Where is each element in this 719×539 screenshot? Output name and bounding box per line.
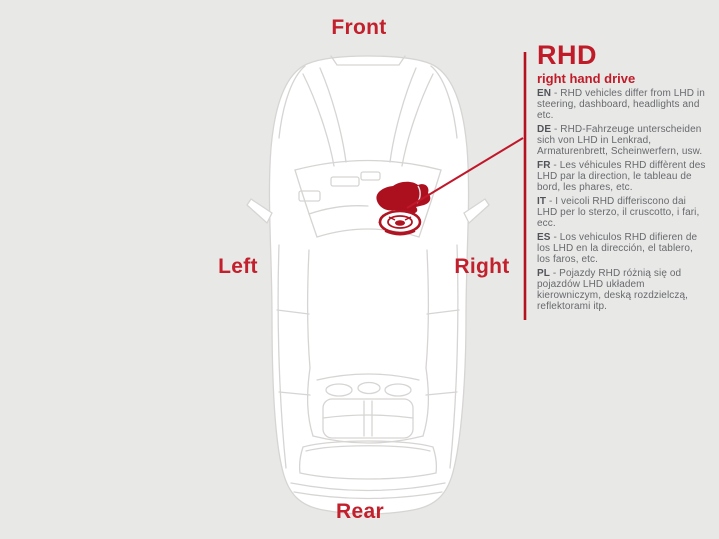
- language-entry-pl: [537, 268, 707, 312]
- language-descriptions: [537, 88, 707, 315]
- language-code: IT: [537, 196, 547, 207]
- label-right: Right: [454, 255, 510, 278]
- language-entry-de: [537, 124, 707, 157]
- language-text: - Los vehiculos RHD difieren de los LHD en la dirección, el tablero, los faros, etc.: [537, 232, 698, 265]
- label-front: Front: [331, 16, 387, 39]
- label-rear: Rear: [336, 500, 384, 523]
- panel-title: RHD: [537, 40, 597, 70]
- language-code: PL: [537, 268, 550, 279]
- language-code: FR: [537, 160, 551, 171]
- language-text: - RHD vehicles differ from LHD in steering, dashboard, headlights and etc.: [537, 88, 705, 121]
- language-text: - Pojazdy RHD różnią się od pojazdów LHD układem kierowniczym, deską rozdzielczą, reflektorami itp.: [537, 268, 689, 312]
- language-code: EN: [537, 88, 552, 99]
- language-entry-en: [537, 88, 707, 121]
- language-entry-es: [537, 232, 707, 265]
- language-text: - I veicoli RHD differiscono dai LHD per lo sterzo, il cruscotto, i fari, ecc.: [537, 196, 700, 229]
- language-entry-fr: [537, 160, 707, 193]
- label-left: Left: [218, 255, 258, 278]
- language-text: - Les véhicules RHD diffèrent des LHD par la direction, le tableau de bord, les phares, etc.: [537, 160, 706, 193]
- side-mirror-left: [247, 199, 272, 223]
- car-body-linework: [247, 56, 489, 514]
- language-code: ES: [537, 232, 551, 243]
- language-text: - RHD-Fahrzeuge unterscheiden sich von LHD in Lenkrad, Armaturenbrett, Scheinwerfern, usw.: [537, 124, 703, 157]
- language-code: DE: [537, 124, 552, 135]
- panel-subtitle: right hand drive: [537, 71, 636, 86]
- language-entry-it: [537, 196, 707, 229]
